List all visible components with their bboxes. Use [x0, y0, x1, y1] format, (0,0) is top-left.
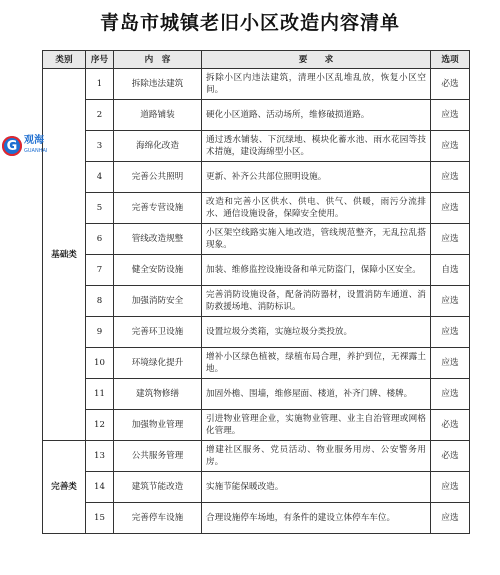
row-requirement: 加装、维修监控设施设备和单元防盗门，保障小区安全。 [202, 255, 431, 286]
row-number: 3 [86, 131, 114, 162]
row-requirement: 增补小区绿色植被，绿植布局合理，养护到位，无裸露土地。 [202, 348, 431, 379]
header-number: 序号 [86, 51, 114, 69]
row-item: 完善公共照明 [114, 162, 202, 193]
row-requirement: 通过透水铺装、下沉绿地、模块化蓄水池、雨水花园等技术措施，建设海绵型小区。 [202, 131, 431, 162]
row-item: 拆除违法建筑 [114, 69, 202, 100]
row-option: 必选 [431, 441, 470, 472]
category-cell: 完善类 [43, 441, 86, 534]
row-item: 加强物业管理 [114, 410, 202, 441]
row-requirement: 设置垃圾分类箱，实施垃圾分类投放。 [202, 317, 431, 348]
header-category: 类别 [43, 51, 86, 69]
row-option: 必选 [431, 69, 470, 100]
header-requirement: 要 求 [202, 51, 431, 69]
table-row [43, 317, 470, 348]
row-option: 应选 [431, 286, 470, 317]
row-item: 建筑物修缮 [114, 379, 202, 410]
table-row [43, 348, 470, 379]
row-item: 健全安防设施 [114, 255, 202, 286]
table-header-row [43, 51, 470, 69]
row-requirement: 小区架空线路实施入地改造，管线规范整齐，无乱拉乱搭现象。 [202, 224, 431, 255]
table-body [43, 69, 470, 534]
table-row [43, 286, 470, 317]
row-number: 13 [86, 441, 114, 472]
row-item: 道路铺装 [114, 100, 202, 131]
row-option: 应选 [431, 379, 470, 410]
watermark-text: 观海 [24, 135, 44, 146]
table-row [43, 379, 470, 410]
row-number: 8 [86, 286, 114, 317]
watermark-subtext: GUANHAI [24, 148, 48, 154]
row-option: 应选 [431, 100, 470, 131]
row-item: 建筑节能改造 [114, 472, 202, 503]
table-row [43, 441, 470, 472]
row-number: 15 [86, 503, 114, 534]
row-item: 完善专营设施 [114, 193, 202, 224]
row-item: 环境绿化提升 [114, 348, 202, 379]
row-option: 应选 [431, 224, 470, 255]
row-item: 管线改造规整 [114, 224, 202, 255]
row-requirement: 增建社区服务、党员活动、物业服务用房、公安警务用房。 [202, 441, 431, 472]
row-requirement: 完善消防设施设备，配备消防器材，设置消防车通道、消防救援场地、消防标识。 [202, 286, 431, 317]
header-content: 内 容 [114, 51, 202, 69]
table-row [43, 224, 470, 255]
header-option: 选项 [431, 51, 470, 69]
row-option: 必选 [431, 410, 470, 441]
row-number: 14 [86, 472, 114, 503]
row-number: 6 [86, 224, 114, 255]
row-number: 1 [86, 69, 114, 100]
table-row [43, 410, 470, 441]
row-requirement: 改造和完善小区供水、供电、供气、供暖，雨污分流排水、通信设施设备，保障安全使用。 [202, 193, 431, 224]
row-item: 海绵化改造 [114, 131, 202, 162]
row-number: 2 [86, 100, 114, 131]
row-option: 应选 [431, 317, 470, 348]
row-number: 12 [86, 410, 114, 441]
table-row [43, 162, 470, 193]
row-option: 应选 [431, 131, 470, 162]
renovation-content-table [42, 50, 470, 534]
row-option: 应选 [431, 348, 470, 379]
row-item: 加强消防安全 [114, 286, 202, 317]
row-item: 完善环卫设施 [114, 317, 202, 348]
guanhai-logo-icon: G [2, 136, 22, 156]
table-row [43, 100, 470, 131]
row-number: 4 [86, 162, 114, 193]
row-requirement: 更新、补齐公共部位照明设施。 [202, 162, 431, 193]
document-title: 青岛市城镇老旧小区改造内容清单 [99, 12, 400, 34]
row-requirement: 拆除小区内违法建筑，清理小区乱堆乱放，恢复小区空间。 [202, 69, 431, 100]
row-requirement: 合理设施停车场地，有条件的建设立体停车车位。 [202, 503, 431, 534]
row-option: 应选 [431, 193, 470, 224]
row-option: 应选 [431, 472, 470, 503]
row-option: 应选 [431, 162, 470, 193]
row-item: 完善停车设施 [114, 503, 202, 534]
row-requirement: 引进物业管理企业，实施物业管理、业主自治管理或网格化管理。 [202, 410, 431, 441]
row-option: 自选 [431, 255, 470, 286]
row-number: 11 [86, 379, 114, 410]
category-cell: 基础类 [43, 69, 86, 441]
table-row [43, 255, 470, 286]
row-number: 10 [86, 348, 114, 379]
table-row [43, 131, 470, 162]
table-row [43, 69, 470, 100]
row-requirement: 加固外檐、围墙，维修屋面、楼道，补齐门牌、楼牌。 [202, 379, 431, 410]
table-row [43, 472, 470, 503]
guanhai-watermark [2, 133, 50, 159]
row-requirement: 实施节能保暖改造。 [202, 472, 431, 503]
table-row [43, 193, 470, 224]
row-number: 5 [86, 193, 114, 224]
row-number: 7 [86, 255, 114, 286]
row-option: 应选 [431, 503, 470, 534]
row-number: 9 [86, 317, 114, 348]
row-requirement: 硬化小区道路、活动场所，维修破损道路。 [202, 100, 431, 131]
row-item: 公共服务管理 [114, 441, 202, 472]
table-row [43, 503, 470, 534]
